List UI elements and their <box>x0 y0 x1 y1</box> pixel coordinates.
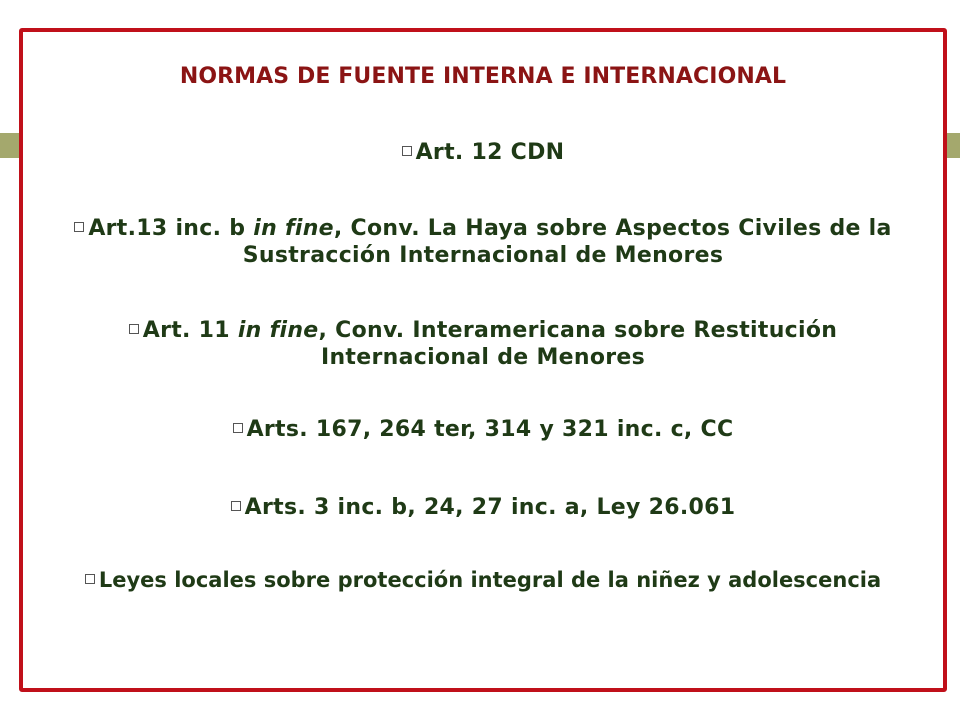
item-text-after: , Conv. Interamericana sobre Restitución <box>318 318 838 343</box>
list-item-art-11 <box>23 317 943 371</box>
square-bullet-icon <box>233 423 243 433</box>
square-bullet-icon <box>85 574 95 584</box>
item-line-1 <box>23 215 943 242</box>
item-text-before: Art.13 inc. b <box>88 216 254 241</box>
item-text-italic: in fine <box>253 216 334 241</box>
square-bullet-icon <box>402 146 412 156</box>
accent-bar-right <box>946 133 960 158</box>
item-line-2: Internacional de Menores <box>320 345 646 370</box>
list-item-ley-26061 <box>23 494 943 521</box>
list-item-art-12 <box>23 139 943 166</box>
item-text-italic: in fine <box>237 318 319 343</box>
item-text: Art. 12 CDN <box>415 140 565 165</box>
item-text-after: , Conv. La Haya sobre Aspectos Civiles de la <box>333 216 892 241</box>
list-item-art-13 <box>23 215 943 269</box>
item-text: Arts. 167, 264 ter, 314 y 321 inc. c, CC <box>246 417 734 442</box>
item-line-2: Sustracción Internacional de Menores <box>242 243 724 268</box>
square-bullet-icon <box>129 324 139 334</box>
square-bullet-icon <box>231 501 241 511</box>
slide-frame <box>19 28 947 692</box>
item-text: Arts. 3 inc. b, 24, 27 inc. a, Ley 26.061 <box>244 495 736 520</box>
item-line-1 <box>23 317 943 344</box>
square-bullet-icon <box>74 222 84 232</box>
item-text-before: Art. 11 <box>142 318 238 343</box>
list-item-arts-cc <box>23 416 943 443</box>
slide-title: NORMAS DE FUENTE INTERNA E INTERNACIONAL <box>179 64 787 89</box>
item-text: Leyes locales sobre protección integral de la niñez y adolescencia <box>98 568 882 592</box>
list-item-leyes-locales <box>23 567 943 594</box>
